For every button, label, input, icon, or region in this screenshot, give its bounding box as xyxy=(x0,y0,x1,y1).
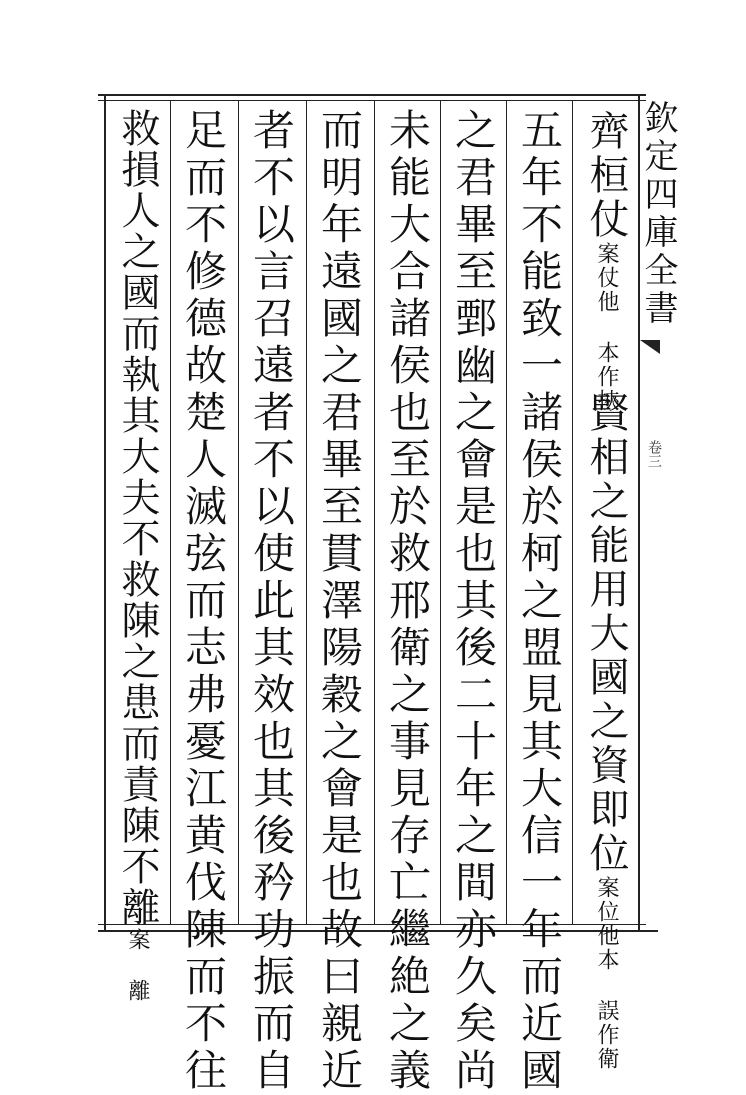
text-column-7 xyxy=(172,108,234,1095)
column-divider xyxy=(238,100,239,924)
text-column-6 xyxy=(240,108,302,1095)
annotation-note: 案 離 xyxy=(125,928,150,1003)
main-text: 而明年遠國之君畢至貫澤陽穀之會是也故曰親近 xyxy=(315,108,364,1095)
main-text: 救損人之國而執其大夫不救陳之患而責陳不離 xyxy=(115,108,160,928)
annotation-note: 案仗他 本作挾 xyxy=(594,242,619,413)
main-text: 之君畢至鄄幽之會是也其後二十年之間亦久矣尚 xyxy=(449,108,498,1095)
column-divider xyxy=(306,100,307,924)
frame-top-inner-rule xyxy=(98,100,646,101)
main-text: 齊桓仗 xyxy=(583,110,629,242)
column-divider xyxy=(572,100,573,924)
text-column-2 xyxy=(508,108,570,1095)
margin-juan-label: 卷三 xyxy=(646,440,662,468)
text-column-3 xyxy=(442,108,504,1095)
margin-book-title: 欽定四庫全書 xyxy=(638,100,678,328)
fish-tail-mark xyxy=(640,340,660,354)
main-text: 賢相之能用大國之資即位 xyxy=(583,392,629,876)
column-divider xyxy=(170,100,171,924)
column-divider xyxy=(374,100,375,924)
frame-top-rule xyxy=(98,94,646,96)
main-text: 者不以言召遠者不以使此其效也其後矜功振而自 xyxy=(247,108,296,1095)
text-column-4 xyxy=(376,108,438,1095)
main-text: 足而不修德故楚人滅弦而志弗憂江黄伐陳而不往 xyxy=(179,108,228,1095)
text-column-5 xyxy=(308,108,370,1095)
main-text: 五年不能致一諸侯於柯之盟見其大信一年而近國 xyxy=(515,108,564,1095)
column-divider xyxy=(506,100,507,924)
column-divider xyxy=(440,100,441,924)
main-text: 未能大合諸侯也至於救邢衛之事見存亡繼絶之義 xyxy=(383,108,432,1095)
text-column-1 xyxy=(576,110,636,1071)
text-column-8 xyxy=(106,108,168,1003)
annotation-note: 案位他本 誤作衛 xyxy=(594,876,619,1071)
